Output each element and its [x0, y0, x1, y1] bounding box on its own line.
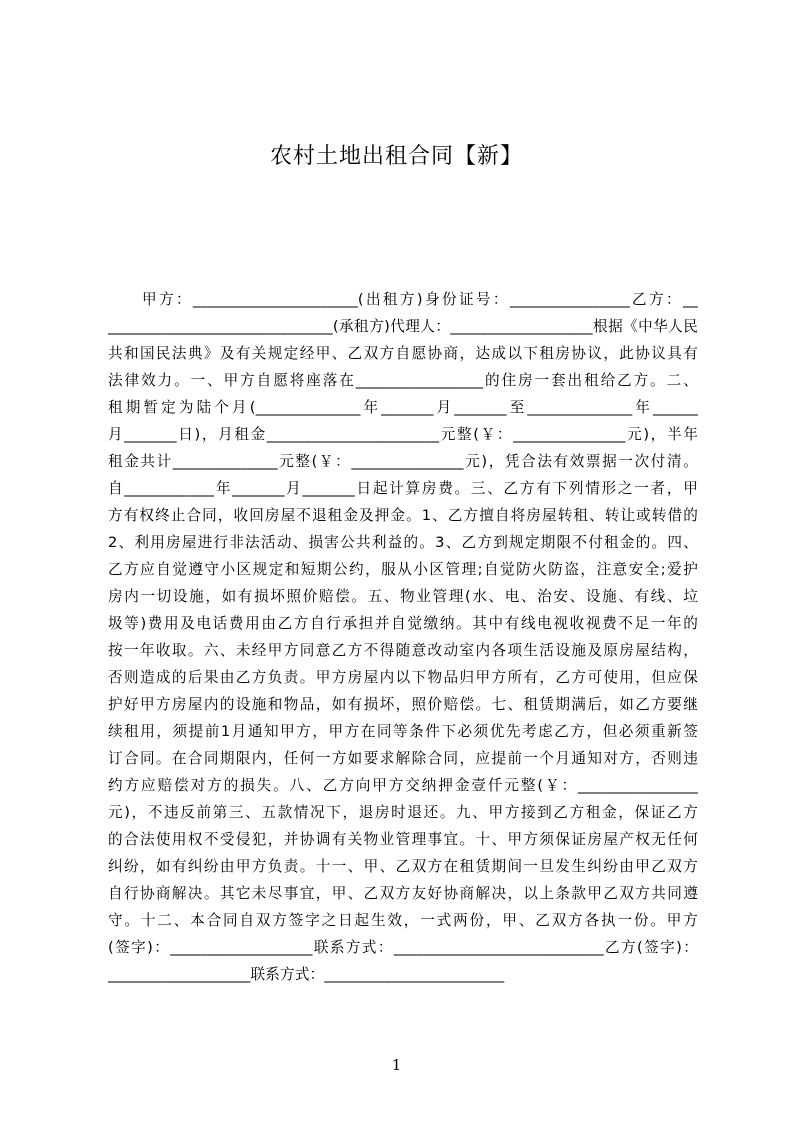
body-line: 续租用，须提前1月通知甲方，甲方在同等条件下必须优先考虑乙方，但必须重新签: [108, 723, 698, 740]
body-line: 约方应赔偿对方的损失。八、乙方向甲方交纳押金壹仟元整(￥：________________: [108, 777, 698, 794]
body-line: 的合法使用权不受侵犯，并协调有关物业管理事宜。十、甲方须保证房屋产权无任何: [108, 831, 698, 848]
body-line: 守。十二、本合同自双方签字之日起生效，一式两份，甲、乙双方各执一份。甲方: [108, 912, 698, 929]
body-line: 自行协商解决。其它未尽事宜，甲、乙双方友好协商解决，以上条款甲乙双方共同遵: [108, 885, 698, 902]
body-line: 订合同。在合同期限内，任何一方如要求解除合同，应提前一个月通知对方，否则违: [108, 750, 698, 767]
body-line: 乙方应自觉遵守小区规定和短期公约，服从小区管理;自觉防火防盗，注意安全;爱护: [108, 561, 698, 578]
body-line: 租金共计______________元整(￥：_______________元)，凭合法有效票据一次付清。: [108, 453, 698, 470]
body-line: (签字)：___________________联系方式：____________________________乙方(签字)：: [108, 939, 698, 956]
page-number: 1: [391, 1056, 402, 1074]
body-line: 元)，不违反前第三、五款情况下，退房时退还。九、甲方接到乙方租金，保证乙方: [108, 804, 698, 821]
body-line: 否则造成的后果由乙方负责。甲方房屋内以下物品归甲方所有，乙方可使用，但应保: [108, 669, 698, 686]
body-line: 自____________年_______月_______日起计算房费。三、乙方有下列情形之一者，甲: [108, 480, 698, 497]
body-line: 月_______日)，月租金_______________________元整(￥：_______________元)，半年: [108, 426, 698, 443]
body-line: ______________________________(承租方)代理人：___________________根据《中华人民: [108, 318, 698, 335]
body-line: ___________________联系方式：________________________: [108, 966, 505, 983]
body-line: 方有权终止合同，收回房屋不退租金及押金。1、乙方擅自将房屋转租、转让或转借的: [108, 507, 698, 524]
document-title: 农村土地出租合同【新】: [269, 144, 523, 169]
body-line: 护好甲方房屋内的设施和物品，如有损坏，照价赔偿。七、租赁期满后，如乙方要继: [108, 696, 698, 713]
body-line: 圾等)费用及电话费用由乙方自行承担并自觉缴纳。其中有线电视收视费不足一年的: [108, 615, 698, 632]
body-line: 法律效力。一、甲方自愿将座落在_________________的住房一套出租给乙方。二、: [108, 372, 698, 389]
body-line: 按一年收取。六、未经甲方同意乙方不得随意改动室内各项生活设施及原房屋结构，: [108, 642, 698, 659]
body-line: 共和国民法典》及有关规定经甲、乙双方自愿协商，达成以下租房协议，此协议具有: [108, 345, 698, 362]
body-line: 租期暂定为陆个月(______________年_______月_______至______________年______: [108, 399, 698, 416]
body-line: 2、利用房屋进行非法活动、损害公共利益的。3、乙方到规定期限不付租金的。四、: [108, 534, 698, 551]
body-line: 纠纷，如有纠纷由甲方负责。十一、甲、乙双方在租赁期间一旦发生纠纷由甲乙双方: [108, 858, 698, 875]
body-line: 房内一切设施，如有损坏照价赔偿。五、物业管理(水、电、治安、设施、有线、垃: [108, 588, 698, 605]
body-line: 甲方：______________________(出租方)身份证号：________________乙方：__: [108, 291, 698, 308]
